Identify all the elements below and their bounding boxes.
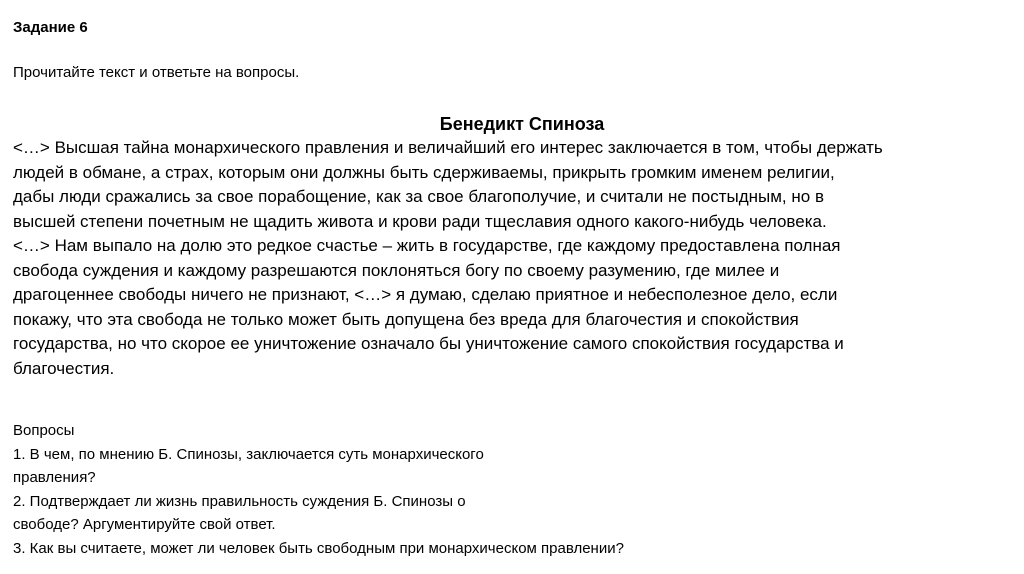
task-instruction: Прочитайте текст и ответьте на вопросы.	[13, 64, 300, 81]
text-line: <…> Высшая тайна монархического правления и величайший его интерес заключается в том, чтобы держать	[13, 138, 883, 157]
question-line: 3. Как вы считаете, может ли человек быть свободным при монархическом правлении?	[13, 539, 624, 557]
author-title: Бенедикт Спиноза	[439, 114, 605, 134]
text-line: <…> Нам выпало на долю это редкое счастье – жить в государстве, где каждому предоставлена полная	[13, 236, 841, 255]
text-line: высшей степени почетным не щадить живота и крови ради тщеславия одного какого-нибудь человека.	[13, 211, 827, 231]
questions-section	[13, 419, 624, 560]
text-line: покажу, что эта свобода не только может быть допущена без вреда для благочестия и спокойствия	[13, 309, 799, 329]
text-line: драгоценнее свободы ничего не признают, <…> я думаю, сделаю приятное и небесполезное дело, если	[13, 285, 838, 304]
text-line: благочестия.	[13, 358, 115, 378]
text-line: государства, но что скорое ее уничтожение означало бы уничтожение самого спокойствия государства и	[13, 334, 844, 353]
question-line: свободе? Аргументируйте свой ответ.	[13, 516, 276, 533]
text-line: людей в обмане, а страх, которым они должны быть сдерживаемы, прикрыть громким именем религии,	[13, 162, 835, 182]
text-line: свобода суждения и каждому разрешаются поклоняться богу по своему разумению, где милее и	[13, 260, 780, 280]
question-line: 1. В чем, по мнению Б. Спинозы, заключается суть монархического	[13, 445, 484, 463]
questions-heading: Вопросы	[13, 422, 75, 439]
text-line: дабы люди сражались за свое порабощение, как за свое благополучие, и считали не постыдным, но в	[13, 187, 824, 206]
question-line: правления?	[13, 469, 96, 486]
task-title: Задание 6	[13, 19, 88, 36]
source-text	[13, 112, 1013, 381]
question-line: 2. Подтверждает ли жизнь правильность суждения Б. Спинозы о	[13, 492, 466, 510]
